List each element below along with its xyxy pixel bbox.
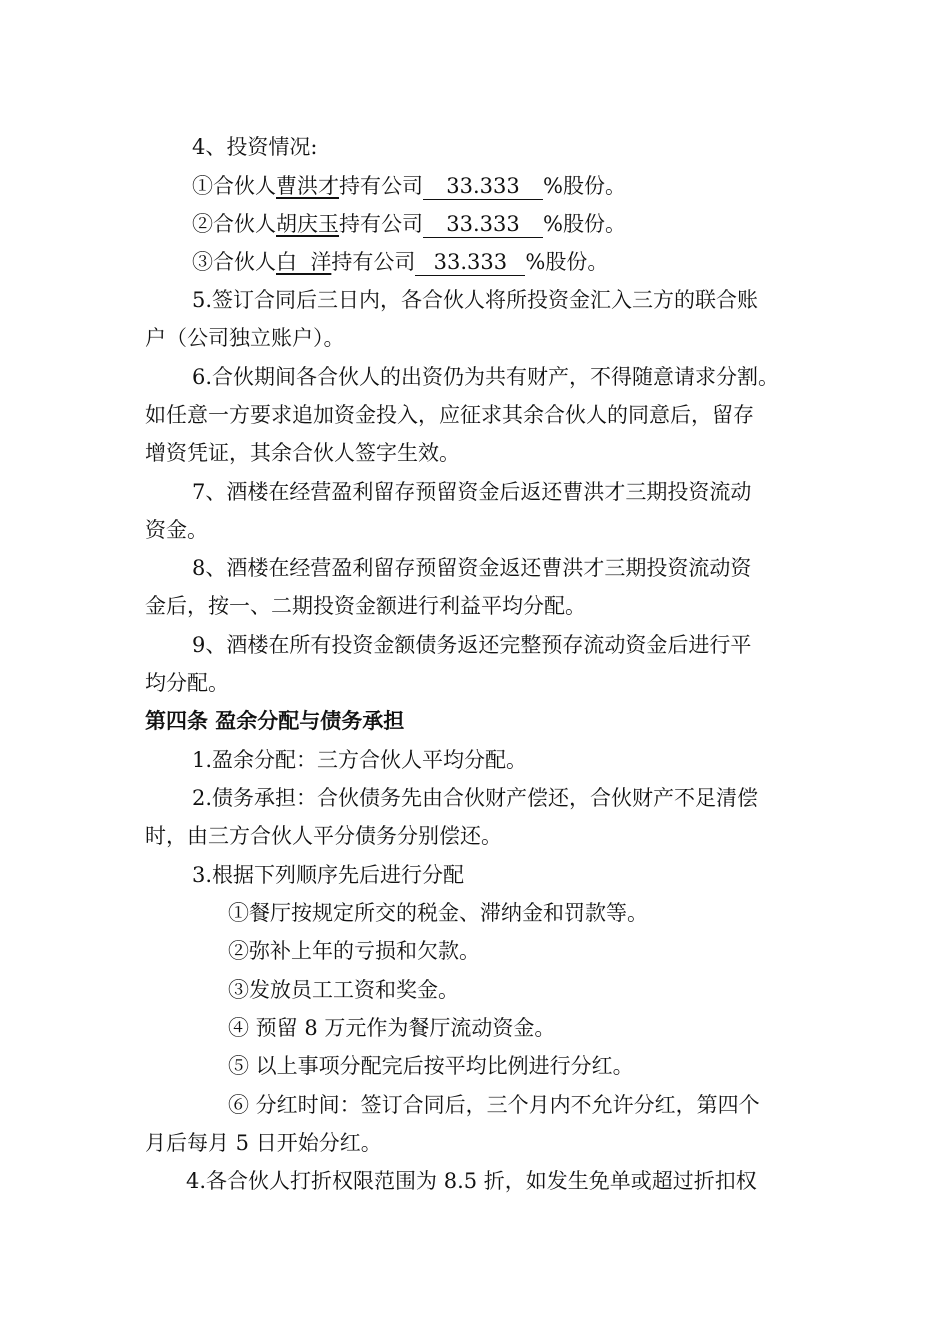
partner-middle: 持有公司 xyxy=(339,212,423,236)
distribution-item-1: ①餐厅按规定所交的税金、滞纳金和罚款等。 xyxy=(228,901,648,925)
partner-suffix: %股份。 xyxy=(543,174,626,198)
partner-suffix: %股份。 xyxy=(543,212,626,236)
item6-line2: 如任意一方要求追加资金投入，应征求其余合伙人的同意后，留存 xyxy=(145,403,754,427)
article4-p1: 1.盈余分配：三方合伙人平均分配。 xyxy=(192,748,528,772)
partner-middle: 持有公司 xyxy=(331,250,416,274)
item6-line1: 6.合伙期间各合伙人的出资仍为共有财产，不得随意请求分割。 xyxy=(192,365,780,389)
partner-name: 曹洪才 xyxy=(276,174,339,198)
partner-prefix: ③合伙人 xyxy=(192,250,276,274)
item6-line3: 增资凭证，其余合伙人签字生效。 xyxy=(145,441,460,465)
item7-line1: 7、酒楼在经营盈利留存预留资金后返还曹洪才三期投资流动 xyxy=(192,480,752,504)
item8-line2: 金后，按一、二期投资金额进行利益平均分配。 xyxy=(145,594,586,618)
partner-suffix: %股份。 xyxy=(525,250,609,274)
item7-line2: 资金。 xyxy=(145,518,208,542)
article4-p2-line1: 2.债务承担：合伙债务先由合伙财产偿还，合伙财产不足清偿 xyxy=(192,786,759,810)
article4-p3: 3.根据下列顺序先后进行分配 xyxy=(192,863,465,887)
partner-share: 33.333 xyxy=(415,249,525,276)
item9-line2: 均分配。 xyxy=(145,671,229,695)
distribution-item-5: ⑤ 以上事项分配完后按平均比例进行分红。 xyxy=(228,1054,634,1078)
item8-line1: 8、酒楼在经营盈利留存预留资金返还曹洪才三期投资流动资 xyxy=(192,556,752,580)
article4-p4-line1: 4.各合伙人打折权限范围为 8.5 折，如发生免单或超过折扣权 xyxy=(186,1169,757,1193)
partner-row-1 xyxy=(192,167,626,205)
partner-middle: 持有公司 xyxy=(339,174,423,198)
distribution-item-6-line2: 月后每月 5 日开始分红。 xyxy=(145,1131,382,1155)
item5-line1: 5.签订合同后三日内，各合伙人将所投资金汇入三方的联合账 xyxy=(192,288,759,312)
distribution-item-4: ④ 预留 8 万元作为餐厅流动资金。 xyxy=(228,1016,556,1040)
partner-name: 白 洋 xyxy=(276,250,332,274)
partner-row-3 xyxy=(192,243,608,281)
partner-prefix: ①合伙人 xyxy=(192,174,276,198)
article4-p2-line2: 时，由三方合伙人平分债务分别偿还。 xyxy=(145,824,502,848)
distribution-item-2: ②弥补上年的亏损和欠款。 xyxy=(228,939,480,963)
distribution-item-3: ③发放员工工资和奖金。 xyxy=(228,978,459,1002)
item4-title: 4、投资情况: xyxy=(192,135,318,159)
item5-line2: 户（公司独立账户）。 xyxy=(145,326,345,350)
item9-line1: 9、酒楼在所有投资金额债务返还完整预存流动资金后进行平 xyxy=(192,633,752,657)
partner-share: 33.333 xyxy=(423,211,543,238)
partner-row-2 xyxy=(192,205,626,243)
partner-prefix: ②合伙人 xyxy=(192,212,276,236)
distribution-item-6: ⑥ 分红时间：签订合同后，三个月内不允许分红，第四个 xyxy=(228,1093,760,1117)
article4-heading: 第四条 盈余分配与债务承担 xyxy=(145,709,405,733)
partner-share: 33.333 xyxy=(423,173,543,200)
partner-name: 胡庆玉 xyxy=(276,212,339,236)
